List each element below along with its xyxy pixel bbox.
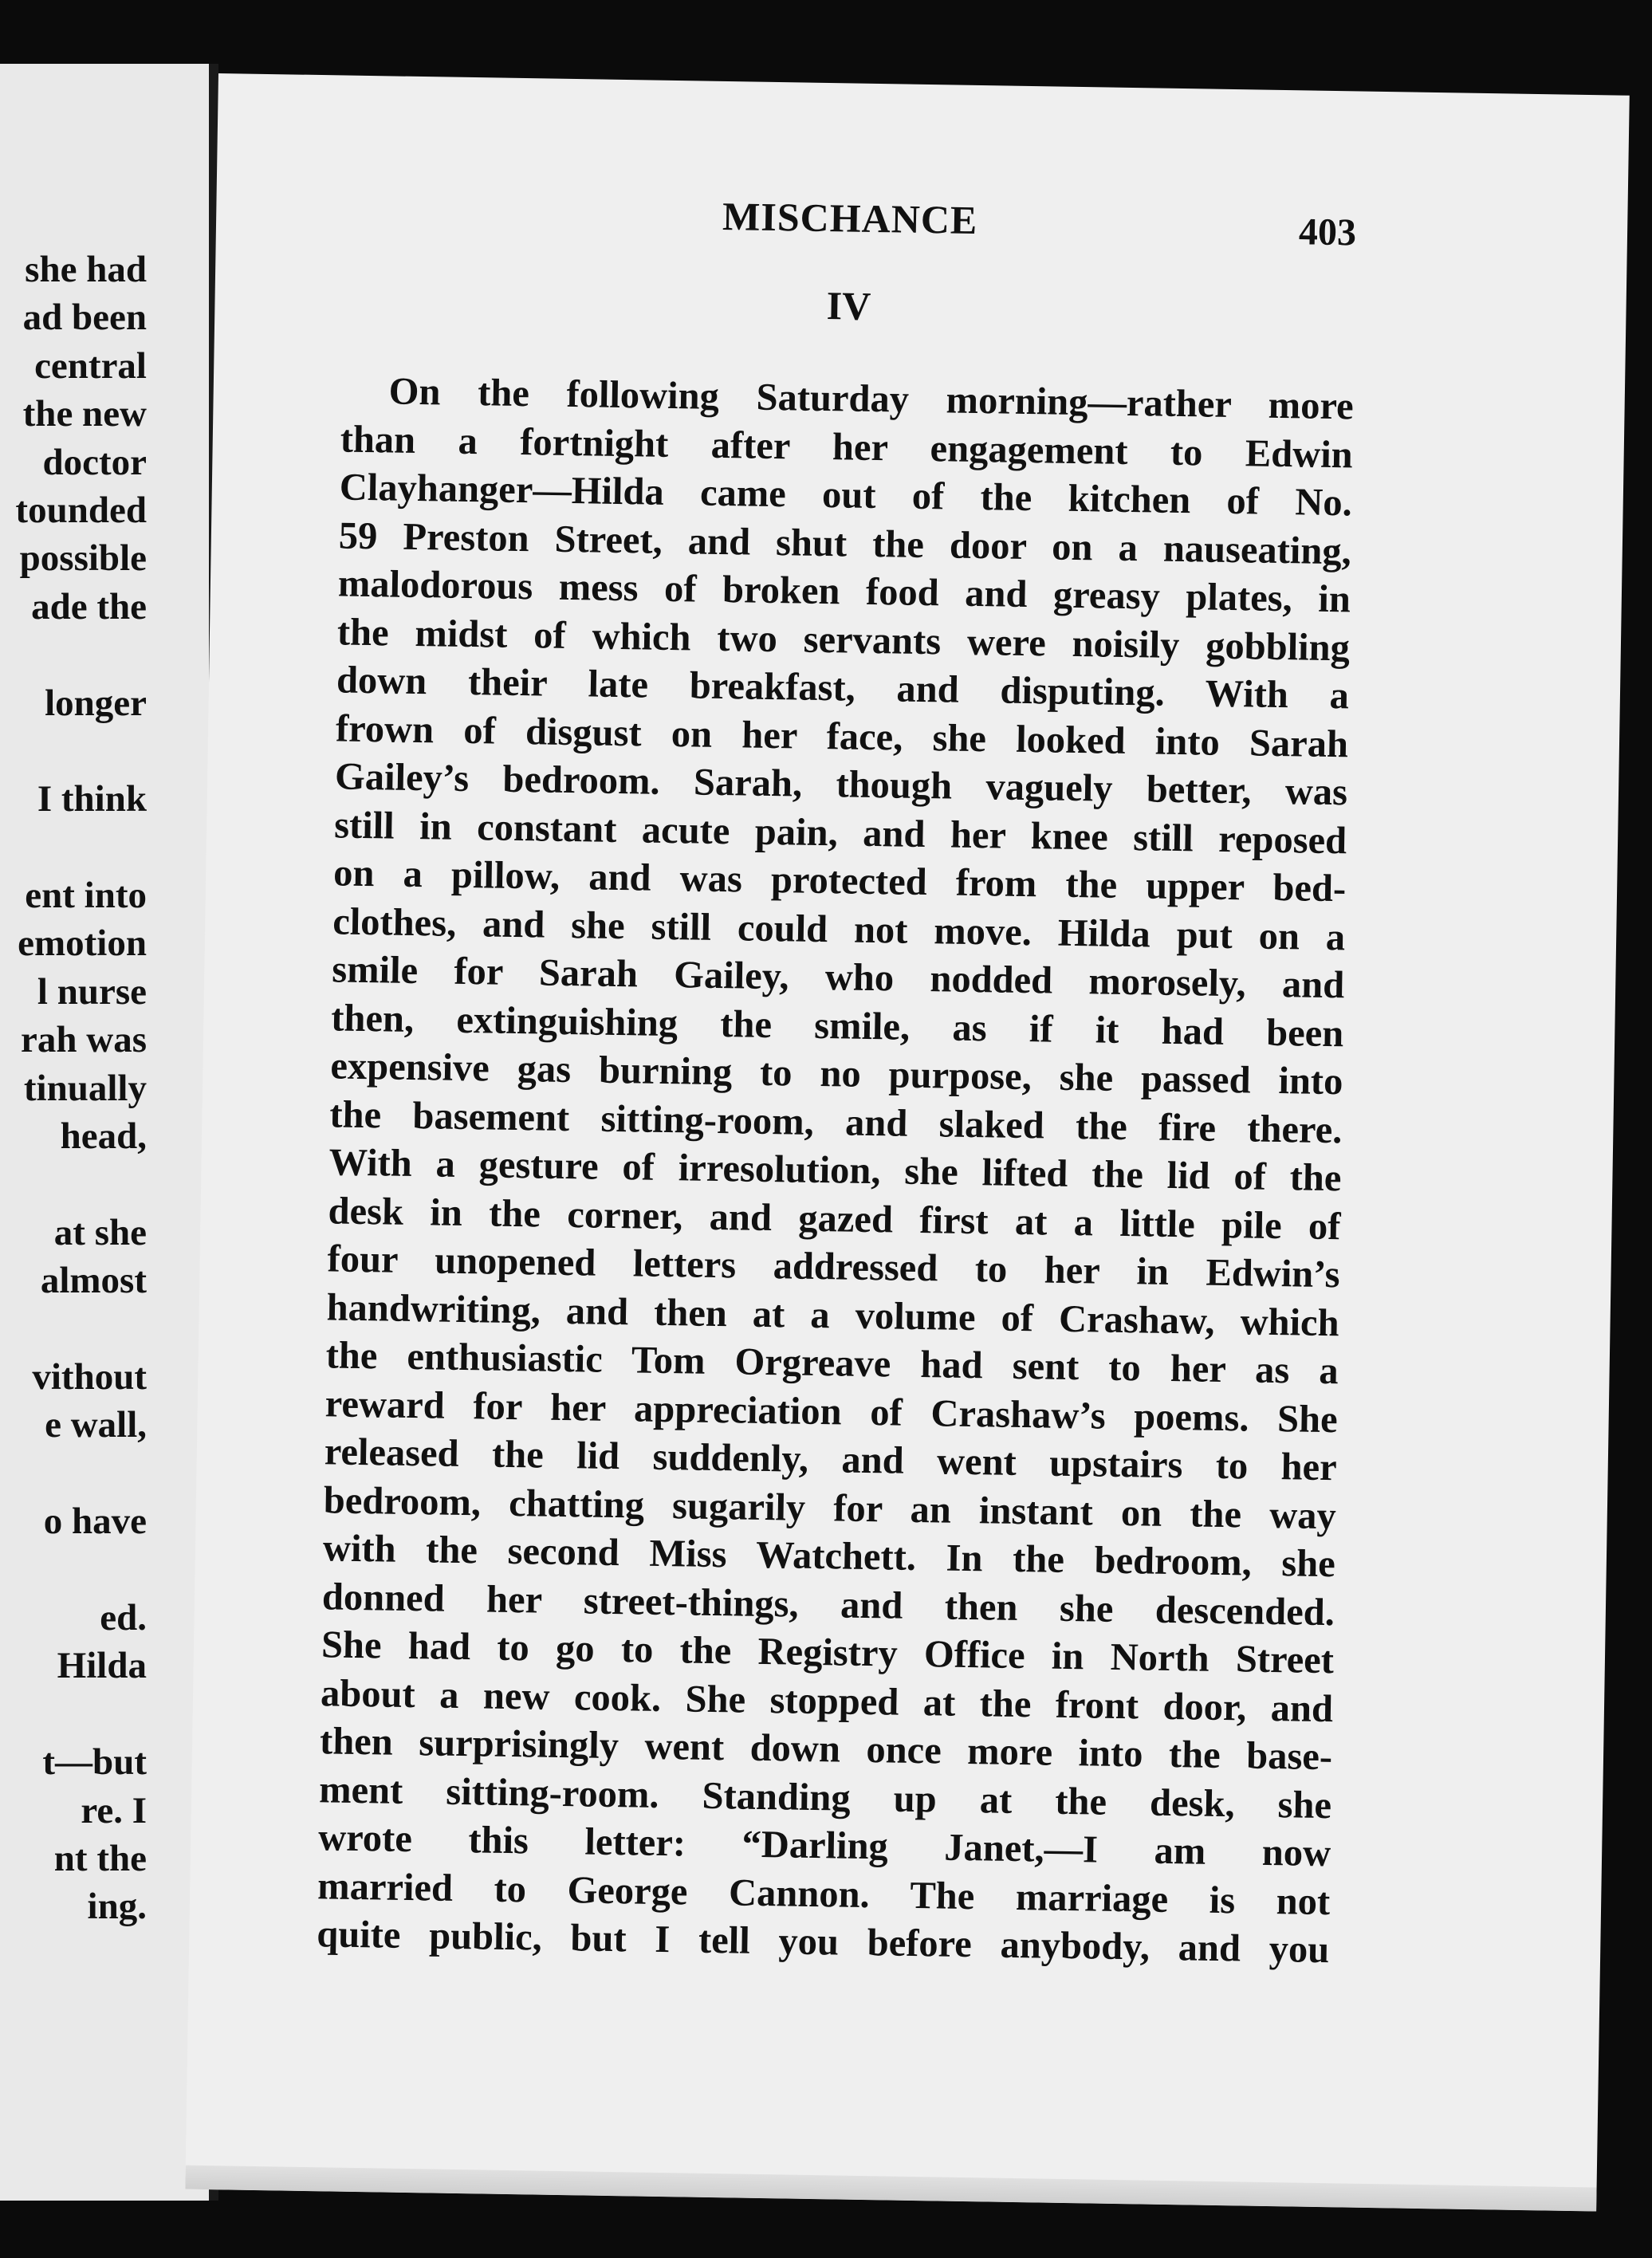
text-line: with the second Miss Watchett. In the bedroom, she [322, 1527, 1336, 1586]
text-line: reward for her appreciation of Crashaw’s poems. She [324, 1382, 1339, 1441]
previous-page-line: re. I [81, 1789, 147, 1831]
body-text [317, 367, 1354, 1974]
text-line: desk in the corner, and gazed first at a little pile of [328, 1189, 1341, 1248]
text-line: down their late breakfast, and disputing. With a [336, 659, 1350, 718]
previous-page-line [0, 1546, 147, 1594]
previous-page-line: o have [43, 1501, 147, 1543]
text-line: quite public, but I tell you before anybody, and you [316, 1913, 1330, 1972]
text-line: on a pillow, and was protected from the upper bed- [332, 852, 1347, 911]
text-line: On the following Saturday morning—rather more [388, 370, 1355, 428]
previous-page-line: ade the [31, 585, 147, 627]
text-line: then, extinguishing the smile, as if it had been [330, 996, 1344, 1055]
text-line: donned her street-things, and then she descended. [321, 1575, 1335, 1634]
previous-page-line: rah was [21, 1019, 147, 1061]
previous-page-line: e wall, [45, 1404, 147, 1446]
previous-page-line: possible [19, 537, 147, 580]
previous-page-line: ad been [22, 297, 147, 339]
text-line: ment sitting-room. Standing up at the desk, she [318, 1768, 1332, 1827]
previous-page-text [0, 246, 147, 1931]
previous-page-line: central [34, 344, 147, 387]
page-bottom-edge [185, 2166, 1596, 2212]
previous-page-line: Hilda [57, 1645, 147, 1687]
previous-page-line: l nurse [37, 970, 147, 1013]
previous-page-line [0, 631, 147, 679]
text-line: the enthusiastic Tom Orgreave had sent to her as a [325, 1334, 1339, 1393]
previous-page-line: I think [37, 778, 147, 820]
text-line: bedroom, chatting sugarily for an instant on the way [323, 1478, 1337, 1537]
current-page [185, 73, 1629, 2211]
text-line: the basement sitting-room, and slaked the fire there. [329, 1092, 1343, 1151]
previous-page-line: t—but [42, 1741, 147, 1784]
previous-page-line: head, [60, 1115, 147, 1158]
text-line: Gailey’s bedroom. Sarah, though vaguely better, was [334, 755, 1348, 814]
running-title: MISCHANCE [722, 193, 978, 242]
text-line: With a gesture of irresolution, she lifted the lid of the [328, 1141, 1342, 1200]
text-line: handwriting, and then at a volume of Crashaw, which [326, 1285, 1339, 1344]
running-head [344, 171, 1357, 254]
text-line: 59 Preston Street, and shut the door on a nauseating, [338, 513, 1352, 572]
text-line: frown of disgust on her face, she looked into Sarah [335, 706, 1349, 765]
text-line: expensive gas burning to no purpose, she passed into [330, 1044, 1343, 1103]
previous-page-line [0, 1690, 147, 1738]
previous-page-line: at she [53, 1211, 147, 1253]
text-line: the midst of which two servants were noisily gobbling [336, 610, 1351, 669]
text-line: released the lid suddenly, and went upstairs to her [324, 1430, 1338, 1489]
previous-page-line: emotion [18, 922, 147, 965]
text-line: clothes, and she still could not move. Hilda put on a [332, 899, 1346, 958]
previous-page-line: vithout [32, 1355, 147, 1398]
text-line: She had to go to the Registry Office in North Street [321, 1623, 1335, 1682]
text-line: about a new cook. She stopped at the front door, and [320, 1671, 1334, 1730]
text-line: Clayhanger—Hilda came out of the kitchen of No. [339, 466, 1353, 525]
previous-page-line: she had [25, 249, 147, 290]
text-line: then surprisingly went down once more into the base- [319, 1720, 1333, 1779]
previous-page-line [0, 824, 147, 871]
previous-page-line: almost [40, 1260, 147, 1302]
previous-page-line [0, 1160, 147, 1208]
text-line: than a fortnight after her engagement to Edwin [340, 417, 1354, 476]
previous-page-line [0, 1305, 147, 1353]
previous-page [0, 64, 214, 2201]
previous-page-line: ing. [87, 1886, 147, 1928]
text-line: still in constant acute pain, and her knee still reposed [333, 803, 1347, 862]
text-line: married to George Cannon. The marriage is not [317, 1864, 1331, 1923]
previous-page-line: doctor [42, 441, 147, 483]
previous-page-line: ed. [100, 1596, 147, 1638]
text-line: wrote this letter: “Darling Janet,—I am now [317, 1816, 1331, 1875]
previous-page-line: longer [45, 682, 147, 724]
chapter-heading: IV [826, 283, 871, 328]
previous-page-line: ent into [25, 875, 147, 917]
page-number: 403 [1298, 210, 1357, 254]
text-line: malodorous mess of broken food and greasy plates, in [337, 562, 1351, 621]
previous-page-line: tinually [23, 1067, 147, 1109]
text-line: four unopened letters addressed to her in Edwin’s [327, 1237, 1340, 1296]
previous-page-line: nt the [53, 1837, 147, 1879]
text-line: smile for Sarah Gailey, who nodded morosely, and [331, 948, 1345, 1007]
previous-page-line: the new [22, 393, 147, 435]
previous-page-line: tounded [15, 489, 147, 531]
previous-page-line [0, 1450, 147, 1497]
previous-page-line [0, 727, 147, 775]
